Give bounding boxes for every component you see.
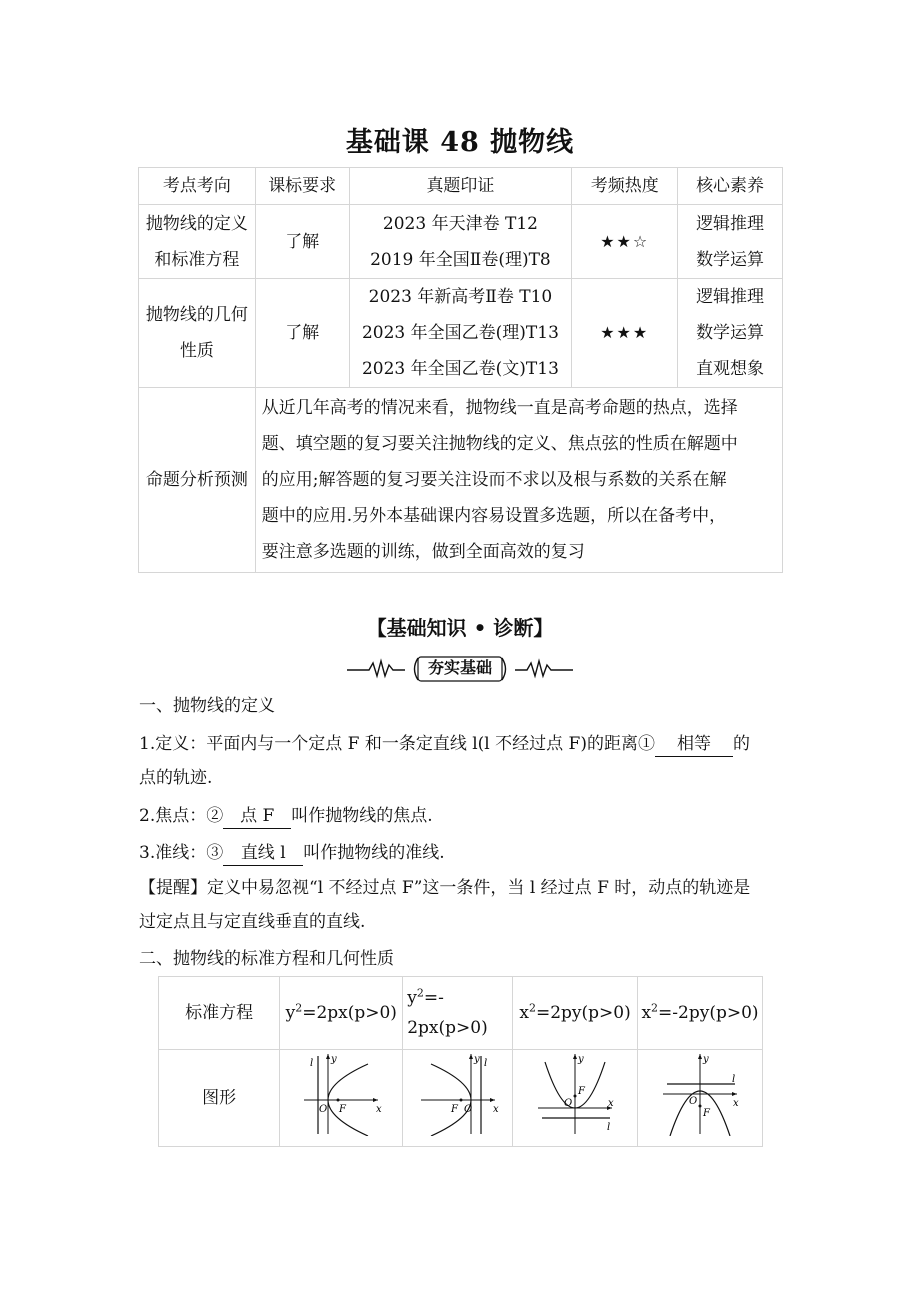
analysis-line: 题、填空题的复习要关注抛物线的定义、焦点弦的性质在解题中 xyxy=(261,434,738,454)
graph-cell xyxy=(403,1050,513,1147)
topic-line: 和标准方程 xyxy=(154,249,240,270)
origin-label: O xyxy=(463,1104,472,1115)
focus-label: F xyxy=(578,1086,586,1097)
equation-cell xyxy=(513,977,638,1050)
axis-label-y: y xyxy=(473,1054,480,1065)
focus-text-end: 叫作抛物线的焦点. xyxy=(291,806,433,826)
page-title: 基础课 48 抛物线 xyxy=(345,127,575,158)
directrix-label: l xyxy=(732,1074,736,1085)
eq-rest: =2py(p>0) xyxy=(535,1003,631,1023)
exam-line: 2023 年新高考Ⅱ卷 T10 xyxy=(368,287,553,307)
topic-line: 性质 xyxy=(179,341,214,361)
requirement-cell: 了解 xyxy=(255,205,349,279)
analysis-line: 从近几年高考的情况来看，抛物线一直是高考命题的热点，选择 xyxy=(261,398,738,418)
topic-cell xyxy=(139,279,256,388)
focus-label: F xyxy=(450,1104,458,1115)
literacy-cell xyxy=(678,205,783,279)
axis-label-x: x xyxy=(733,1098,739,1109)
eq-var: y xyxy=(285,1003,296,1023)
directrix-text-end: 叫作抛物线的准线. xyxy=(303,843,445,863)
eq-rest: =2px(p>0) xyxy=(302,1003,397,1023)
focus-label: F xyxy=(703,1108,710,1119)
analysis-row xyxy=(139,388,783,573)
blank-answer: 点 F xyxy=(223,804,291,829)
exam-line: 2019 年全国Ⅱ卷(理)T8 xyxy=(370,249,551,270)
header-cell: 考频热度 xyxy=(572,168,678,205)
graph-cell xyxy=(280,1050,403,1147)
directrix-text: 3.准线：③ xyxy=(139,843,224,863)
axis-label-x: x xyxy=(492,1104,499,1115)
eq-var: x xyxy=(519,1003,529,1023)
properties-heading: 二、抛物线的标准方程和几何性质 xyxy=(139,949,394,969)
topic-line: 抛物线的定义 xyxy=(145,213,248,234)
origin-label: O xyxy=(689,1096,698,1107)
tip-line: 过定点且与定直线垂直的直线. xyxy=(139,912,366,932)
row-label: 图形 xyxy=(159,1050,280,1147)
definition-heading: 一、抛物线的定义 xyxy=(139,696,275,716)
literacy-line: 逻辑推理 xyxy=(696,213,765,234)
header-cell: 考点考向 xyxy=(139,168,256,205)
definition-text: 1.定义：平面内与一个定点 F 和一条定直线 l(l 不经过点 F)的距离① xyxy=(139,734,655,754)
focus-label: F xyxy=(339,1104,347,1115)
eq-var: x xyxy=(641,1003,652,1023)
section-banner xyxy=(345,654,575,684)
analysis-line: 的应用;解答题的复习要关注设而不求以及根与系数的关系在解 xyxy=(261,470,727,490)
exam-line: 2023 年全国乙卷(文)T13 xyxy=(361,359,559,379)
graph-cell xyxy=(638,1050,763,1147)
row-label: 标准方程 xyxy=(159,977,280,1050)
parabola-left-graph xyxy=(413,1050,503,1136)
literacy-line: 直观想象 xyxy=(696,359,765,379)
equation-row xyxy=(159,977,763,1050)
eq-rest-line2: 2px(p>0) xyxy=(407,1018,488,1038)
eq-exp: 2 xyxy=(295,1001,303,1015)
origin-label: O xyxy=(319,1104,328,1115)
blank-answer: 直线 l xyxy=(223,841,303,866)
exam-cell xyxy=(349,279,572,388)
equation-cell xyxy=(403,977,513,1050)
focus-text: 2.焦点：② xyxy=(139,806,224,826)
directrix-label: l xyxy=(607,1122,611,1133)
literacy-line: 数学运算 xyxy=(696,323,765,343)
directrix-label: l xyxy=(310,1058,314,1069)
analysis-line: 要注意多选题的训练，做到全面高效的复习 xyxy=(261,542,585,562)
eq-var: y xyxy=(407,988,417,1008)
header-cell: 真题印证 xyxy=(349,168,572,205)
axis-label-x: x xyxy=(608,1098,614,1109)
graph-row xyxy=(159,1050,763,1147)
definition-line xyxy=(139,728,750,760)
analysis-label: 命题分析预测 xyxy=(139,388,256,573)
equation-cell xyxy=(280,977,403,1050)
definition-text-end: 的 xyxy=(732,734,750,754)
topic-line: 抛物线的几何 xyxy=(145,305,248,325)
literacy-cell xyxy=(678,279,783,388)
overview-row xyxy=(139,279,783,388)
overview-table xyxy=(138,167,783,573)
blank-answer: 相等 xyxy=(655,732,733,757)
tip-line: 【提醒】定义中易忽视“l 不经过点 F”这一条件，当 l 经过点 F 时，动点的轨迹是 xyxy=(139,878,751,898)
requirement-cell: 了解 xyxy=(255,279,349,388)
directrix-label: l xyxy=(483,1058,487,1069)
eq-rest: =-2py(p>0) xyxy=(658,1003,759,1023)
properties-table xyxy=(158,976,763,1147)
eq-exp: 2 xyxy=(528,1001,536,1015)
exam-line: 2023 年天津卷 T12 xyxy=(382,213,538,234)
topic-cell xyxy=(139,205,256,279)
axis-label-y: y xyxy=(578,1054,584,1065)
analysis-text xyxy=(255,388,782,573)
graph-cell xyxy=(513,1050,638,1147)
parabola-right-graph xyxy=(296,1050,386,1136)
axis-label-y: y xyxy=(703,1054,709,1065)
banner-label: 夯实基础 xyxy=(427,658,492,677)
directrix-line xyxy=(139,837,445,869)
origin-label: O xyxy=(564,1098,573,1109)
eq-rest: =- xyxy=(423,988,444,1008)
focus-line xyxy=(139,800,433,832)
definition-line-2: 点的轨迹. xyxy=(139,768,213,788)
eq-exp: 2 xyxy=(416,986,424,1000)
axis-label-y: y xyxy=(331,1054,337,1065)
overview-header-row xyxy=(139,168,783,205)
parabola-down-graph xyxy=(655,1050,745,1136)
literacy-line: 逻辑推理 xyxy=(696,287,765,307)
equation-cell xyxy=(638,977,763,1050)
parabola-up-graph xyxy=(530,1050,620,1136)
literacy-line: 数学运算 xyxy=(696,249,765,270)
exam-line: 2023 年全国乙卷(理)T13 xyxy=(361,323,559,343)
overview-row xyxy=(139,205,783,279)
eq-exp: 2 xyxy=(651,1001,659,1015)
section-heading: 【基础知识 • 诊断】 xyxy=(366,616,554,640)
axis-label-x: x xyxy=(376,1104,382,1115)
exam-cell xyxy=(349,205,572,279)
heat-rating: ★★★ xyxy=(572,279,678,388)
heat-rating: ★★☆ xyxy=(572,205,678,279)
header-cell: 核心素养 xyxy=(678,168,783,205)
analysis-line: 题中的应用.另外本基础课内容易设置多选题，所以在备考中， xyxy=(261,506,727,526)
header-cell: 课标要求 xyxy=(255,168,349,205)
